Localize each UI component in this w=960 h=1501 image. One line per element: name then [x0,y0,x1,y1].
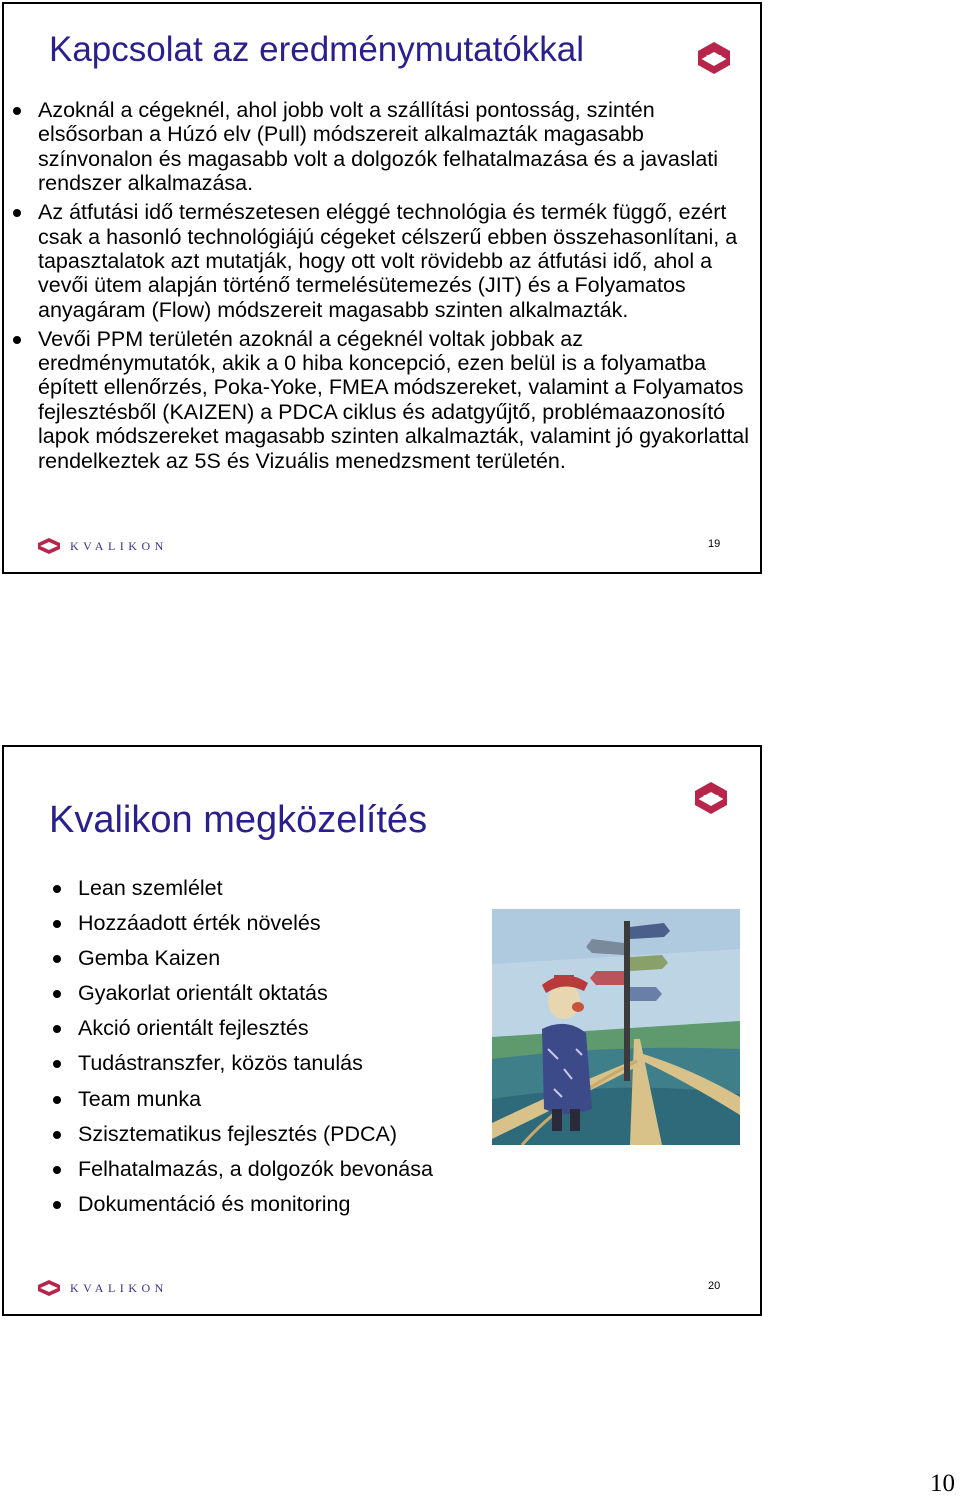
kvalikon-small-logo-icon [38,538,60,554]
bullet-dot [13,209,21,217]
bullet-dot [53,885,61,893]
kvalikon-logo-icon [693,780,729,816]
footer-brand [38,538,168,554]
bullet-dot [53,1060,61,1068]
bullet-list [38,98,754,478]
sheet-number: 10 [930,1470,955,1497]
bullet-dot [53,1131,61,1139]
crossroads-signpost-illustration [492,909,740,1145]
footer-brand [38,1280,168,1296]
list-item: Dokumentáció és monitoring [78,1191,433,1226]
bullet-dot [13,107,21,115]
slide-title: Kvalikon megközelítés [49,799,428,841]
bullet-dot [53,1166,61,1174]
list-item: Gemba Kaizen [78,945,433,980]
bullet-dot [53,1096,61,1104]
bullet-dot [53,955,61,963]
slide-title: Kapcsolat az eredménymutatókkal [49,30,584,69]
page-number: 20 [708,1280,721,1292]
bullet-dot [53,920,61,928]
bullet-dot [53,990,61,998]
list-item: Akció orientált fejlesztés [78,1015,433,1050]
list-item: Vevői PPM területén azoknál a cégeknél voltak jobbak az eredménymutatók, akik a 0 hiba koncepció, ezen belül is a folyamatba épített ellenőrzés, Poka-Yoke, FMEA módszereket, valamint a Folyamatos fejlesztésből (KAIZEN) a PDCA ciklus és adatgyűjtő, problémaazonosító lapok módszereket magasabb szinten alkalmazták, valamint jó gyakorlattal rendelkeztek az 5S és Vizuális menedzsment területén. [38,327,754,473]
brand-wordmark: KVALIKON [70,539,168,553]
list-item: Szisztematikus fejlesztés (PDCA) [78,1121,433,1156]
bullet-dot [53,1025,61,1033]
kvalikon-small-logo-icon [38,1280,60,1296]
bullet-dot [53,1201,61,1209]
bullet-list [78,875,433,1226]
list-item: Tudástranszfer, közös tanulás [78,1050,433,1085]
list-item: Team munka [78,1086,433,1121]
slide-19 [2,2,762,574]
slide-20 [2,745,762,1316]
list-item: Gyakorlat orientált oktatás [78,980,433,1015]
list-item: Hozzáadott érték növelés [78,910,433,945]
page-number: 19 [708,538,721,550]
kvalikon-logo-icon [696,40,732,76]
list-item: Felhatalmazás, a dolgozók bevonása [78,1156,433,1191]
list-item: Az átfutási idő természetesen eléggé technológia és termék függő, ezért csak a hasonló technológiájú cégeket célszerű ebben összehasonlítani, a tapasztalatok azt mutatják, hogy ott volt rövidebb az átfutási idő, ahol a vevői ütem alapján történő termelésütemezés (JIT) és a Folyamatos anyagáram (Flow) módszereit magasabb szinten alkalmazták. [38,200,754,322]
list-item: Lean szemlélet [78,875,433,910]
list-item: Azoknál a cégeknél, ahol jobb volt a szállítási pontosság, szintén elsősorban a Húzó elv (Pull) módszereit alkalmazták magasabb színvonalon és magasabb volt a dolgozók felhatalmazása és a javaslati rendszer alkalmazása. [38,98,754,196]
brand-wordmark: KVALIKON [70,1281,168,1295]
bullet-dot [13,336,21,344]
